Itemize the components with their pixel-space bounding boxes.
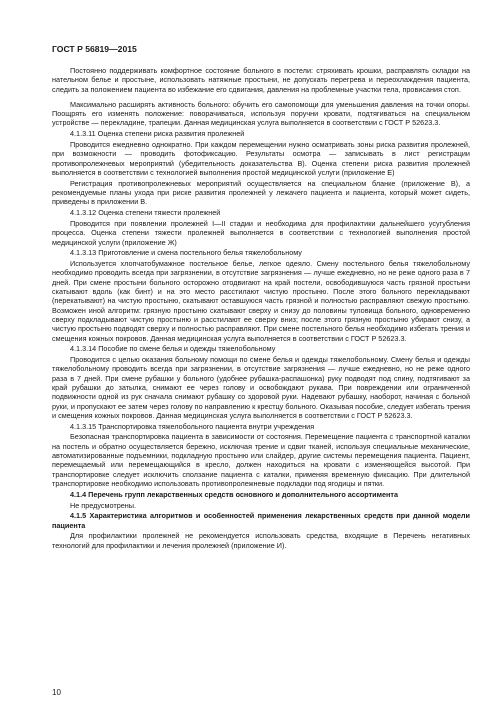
- paragraph: Для профилактики пролежней не рекомендуется использовать средства, входящие в Перечень негативных технологий для профилактики и лечения пролежней (приложение И).: [52, 531, 470, 550]
- section-heading: 4.1.3.15 Транспортировка тяжелобольного пациента внутри учреждения: [70, 421, 315, 431]
- section-heading: 4.1.5 Характеристика алгоритмов и особенностей применения лекарственных средств при данной модели пациента: [52, 511, 470, 530]
- section-heading: 4.1.4 Перечень групп лекарственных средств основного и дополнительного ассортимента: [70, 489, 398, 499]
- paragraph: Проводится при появлении пролежней I—II стадии и необходима для профилактики дальнейшего усугубления процесса. Оценка степени тяжести пролежней выполняется в соответствии с технологией выполнения простой медицинской услуги (приложение Ж): [52, 218, 470, 247]
- paragraph: Постоянно поддерживать комфортное состояние больного в постели: стряхивать крошки, расправлять складки на нательном белье и простыне, использовать натяжные простыни, не допускать перегрева и переохлаждения пациента, следить за положением пациента во избежание его сдвигания, давления на проблемные участки тела, провисания стоп.: [52, 66, 470, 94]
- paragraph: Не предусмотрены.: [70, 500, 136, 510]
- section-heading: 4.1.3.13 Приготовление и смена постельного белья тяжелобольному: [70, 248, 302, 258]
- document-body: [52, 66, 470, 552]
- page-number: 10: [52, 688, 61, 697]
- paragraph: Безопасная транспортировка пациента в зависимости от состояния. Перемещение пациента с транспортной каталки на постель и обратно осуществляется бережно, исключая трение и сдвиг тканей, используя специальные механические, автоматизированные подъемники, подкладную простыню или слайдер, другие системы перемещения пациента. Пациент, перемещаемый или перемещающийся в кресло, должен находиться на кровати с изменяющейся высотой. При транспортировке следует исключить сползание пациента с каталки, применяя временную фиксацию. При длительной транспортировке необходимо использовать противопролежневые подкладки под ягодицы и пятки.: [52, 432, 470, 488]
- paragraph: Проводится с целью оказания больному помощи по смене белья и одежды тяжелобольному. Смену белья и одежды тяжелобольному проводить всегда при загрязнении, в отсутствие загрязнения — лучше ежедневно, но не реже одного раза в 7 дней. При смене рубашки у больного (удобнее рубашка-распашонка) руку подводят под спину, подтягивают за край рубашки до затылка, снимают ее через голову и освобождают рукава. При повреждении или ограниченной подвижности одной из рук сначала снимают рубашку со здоровой руки. Надевают рубашку, наоборот, начиная с больной руки, и пропускают ее затем через голову по направлению к крестцу больного. Оказывая пособие, следует избегать трения и смещения кожных покровов. Данная медицинская услуга выполняется в соответствии с ГОСТ Р 52623.3.: [52, 355, 470, 420]
- section-heading: 4.1.3.14 Пособие по смене белья и одежды тяжелобольному: [70, 344, 276, 354]
- section-heading: 4.1.3.12 Оценка степени тяжести пролежней: [70, 208, 221, 218]
- document-header: ГОСТ Р 56819—2015: [52, 44, 137, 54]
- paragraph: Максимально расширять активность больного: обучить его самопомощи для уменьшения давления на точки опоры. Поощрять его изменять положение: поворачиваться, используя поручни кровати, подтягиваться на специальном устройстве — перекладине, трапеции. Данная медицинская услуга выполняется в соответствии с ГОСТ Р 52623.3.: [52, 99, 470, 128]
- section-heading: 4.1.3.11 Оценка степени риска развития пролежней: [70, 129, 245, 139]
- paragraph: Проводится ежедневно однократно. При каждом перемещении нужно осматривать зоны риска развития пролежней, при возможности — проводить фотофиксацию. Результаты осмотра — записывать в лист регистрации противопролежневых мероприятий (убедительность доказательства В). Оценка степени риска развития пролежней выполняется в соответствии с технологией выполнения простой медицинской услуги (приложение Е): [52, 140, 470, 177]
- paragraph: Регистрация противопролежневых мероприятий осуществляется на специальном бланке (приложение В), а рекомендуемые планы ухода при риске развития пролежней у лежачего пациента и пациента, который может сидеть, приведены в приложении В.: [52, 178, 470, 207]
- paragraph: Используется хлопчатобумажное постельное белье, легкое одеяло. Смену постельного белья тяжелобольному необходимо проводить всегда при загрязнении, в отсутствие загрязнения — лучше ежедневно, но не реже одного раза в 7 дней. При смене простыни больного осторожно отодвигают на край постели, освободившуюся часть грязной простыни скатывают вдоль (как бинт) и на это место расстилают чистую простыню. После этого больного перекладывают (перекатывают) на чистую простыню, скатывают оставшуюся часть грязной и полностью расправляют свежую простыню. Возможен иной алгоритм: грязную простыню скатывают сверху и снизу до половины туловища больного, одновременно сверху подкладывают чистую простыню и расстилают ее сверху вниз; после этого грязную простыню убирают снизу, а чистую простыню подводят сверху и полностью расправляют. При смене постельного белья необходимо избегать трения и смещения кожных покровов. Данная медицинская услуга выполняется в соответствии с ГОСТ Р 52623.3.: [52, 259, 470, 343]
